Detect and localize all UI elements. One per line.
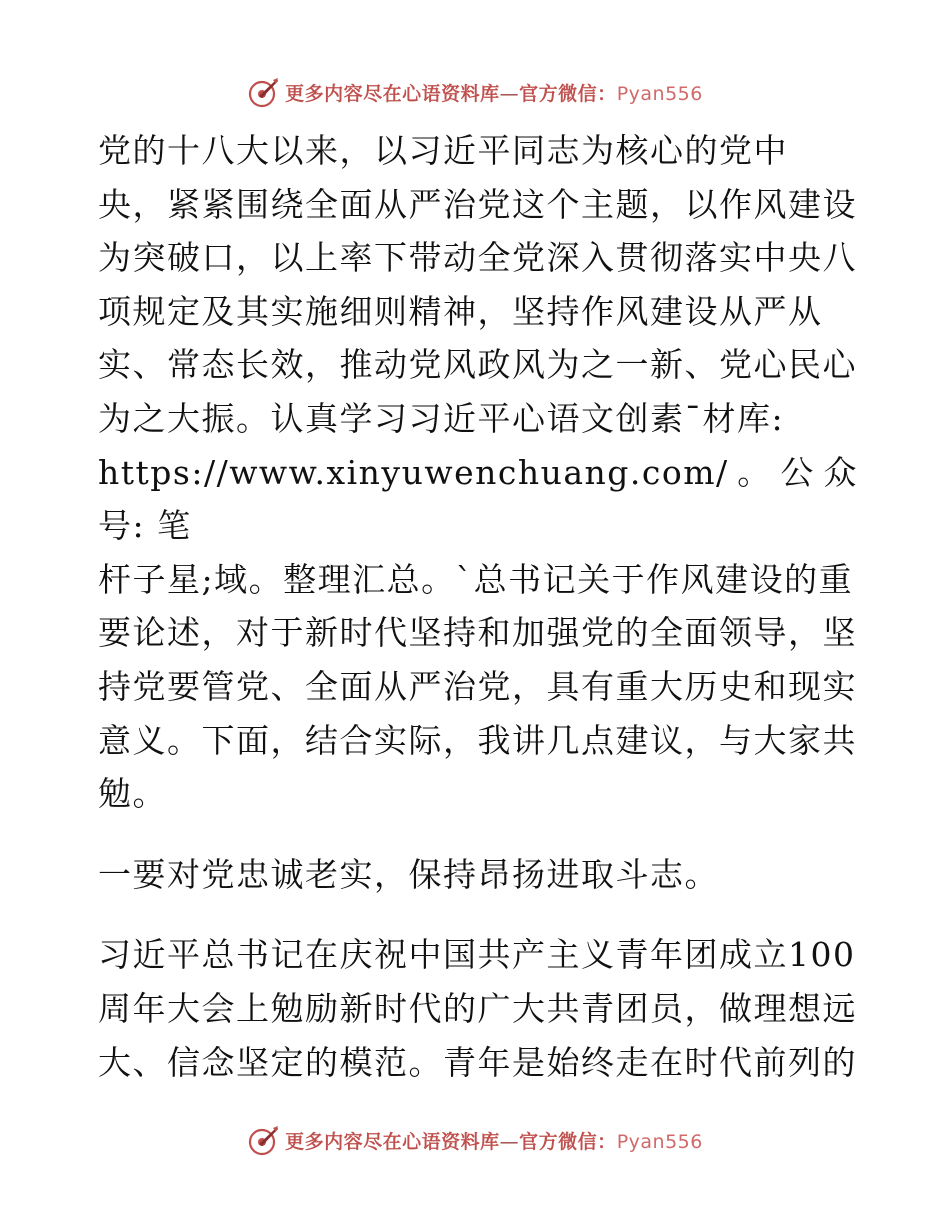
document-body [98,124,858,1089]
watermark-text [285,1127,703,1154]
watermark-wechat-id: Pyan556 [616,1130,703,1153]
paragraph-intro: 党的十八大以来，以习近平同志为核心的党中 央，紧紧围绕全面从严治党这个主题，以作风建设 为突破口，以上率下带动全党深入贯彻落实中央八 项规定及其实施细则精神，坚持作风建设从严从 实、常态长效，推动党风政风为之一新、党心民心 为之大振。认真学习习近平心语文创素¯材库: https://www.xinyuwenchuang.com/。公众号: 笔 杆子星;域。整理汇总。`总书记关于作风建设的重 要论述，对于新时代坚持和加强党的全面领导，坚 持党要管党、全面从严治党，具有重大历史和现实 意义。下面，结合实际，我讲几点建议，与大家共 勉。 [98,131,858,814]
watermark-text [285,79,703,106]
header-watermark [0,72,950,112]
watermark-separator: — [499,1130,520,1153]
footer-watermark [0,1120,950,1160]
watermark-official-label: 官方微信： [519,82,617,105]
quill-circle-logo-icon [247,75,281,109]
watermark-slogan: 更多内容尽在心语资料库 [285,82,500,105]
paragraph-heading-1: 一要对党忠诚老实，保持昂扬进取斗志。 [98,854,719,894]
watermark-separator: — [499,82,520,105]
watermark-wechat-id: Pyan556 [616,82,703,105]
paragraph-section-1: 习近平总书记在庆祝中国共产主义青年团成立100 周年大会上勉励新时代的广大共青团员，做理想远 大、信念坚定的模范。青年是始终走在时代前列的 [98,935,857,1082]
watermark-official-label: 官方微信： [519,1130,617,1153]
watermark-slogan: 更多内容尽在心语资料库 [285,1130,500,1153]
quill-circle-logo-icon [247,1123,281,1157]
